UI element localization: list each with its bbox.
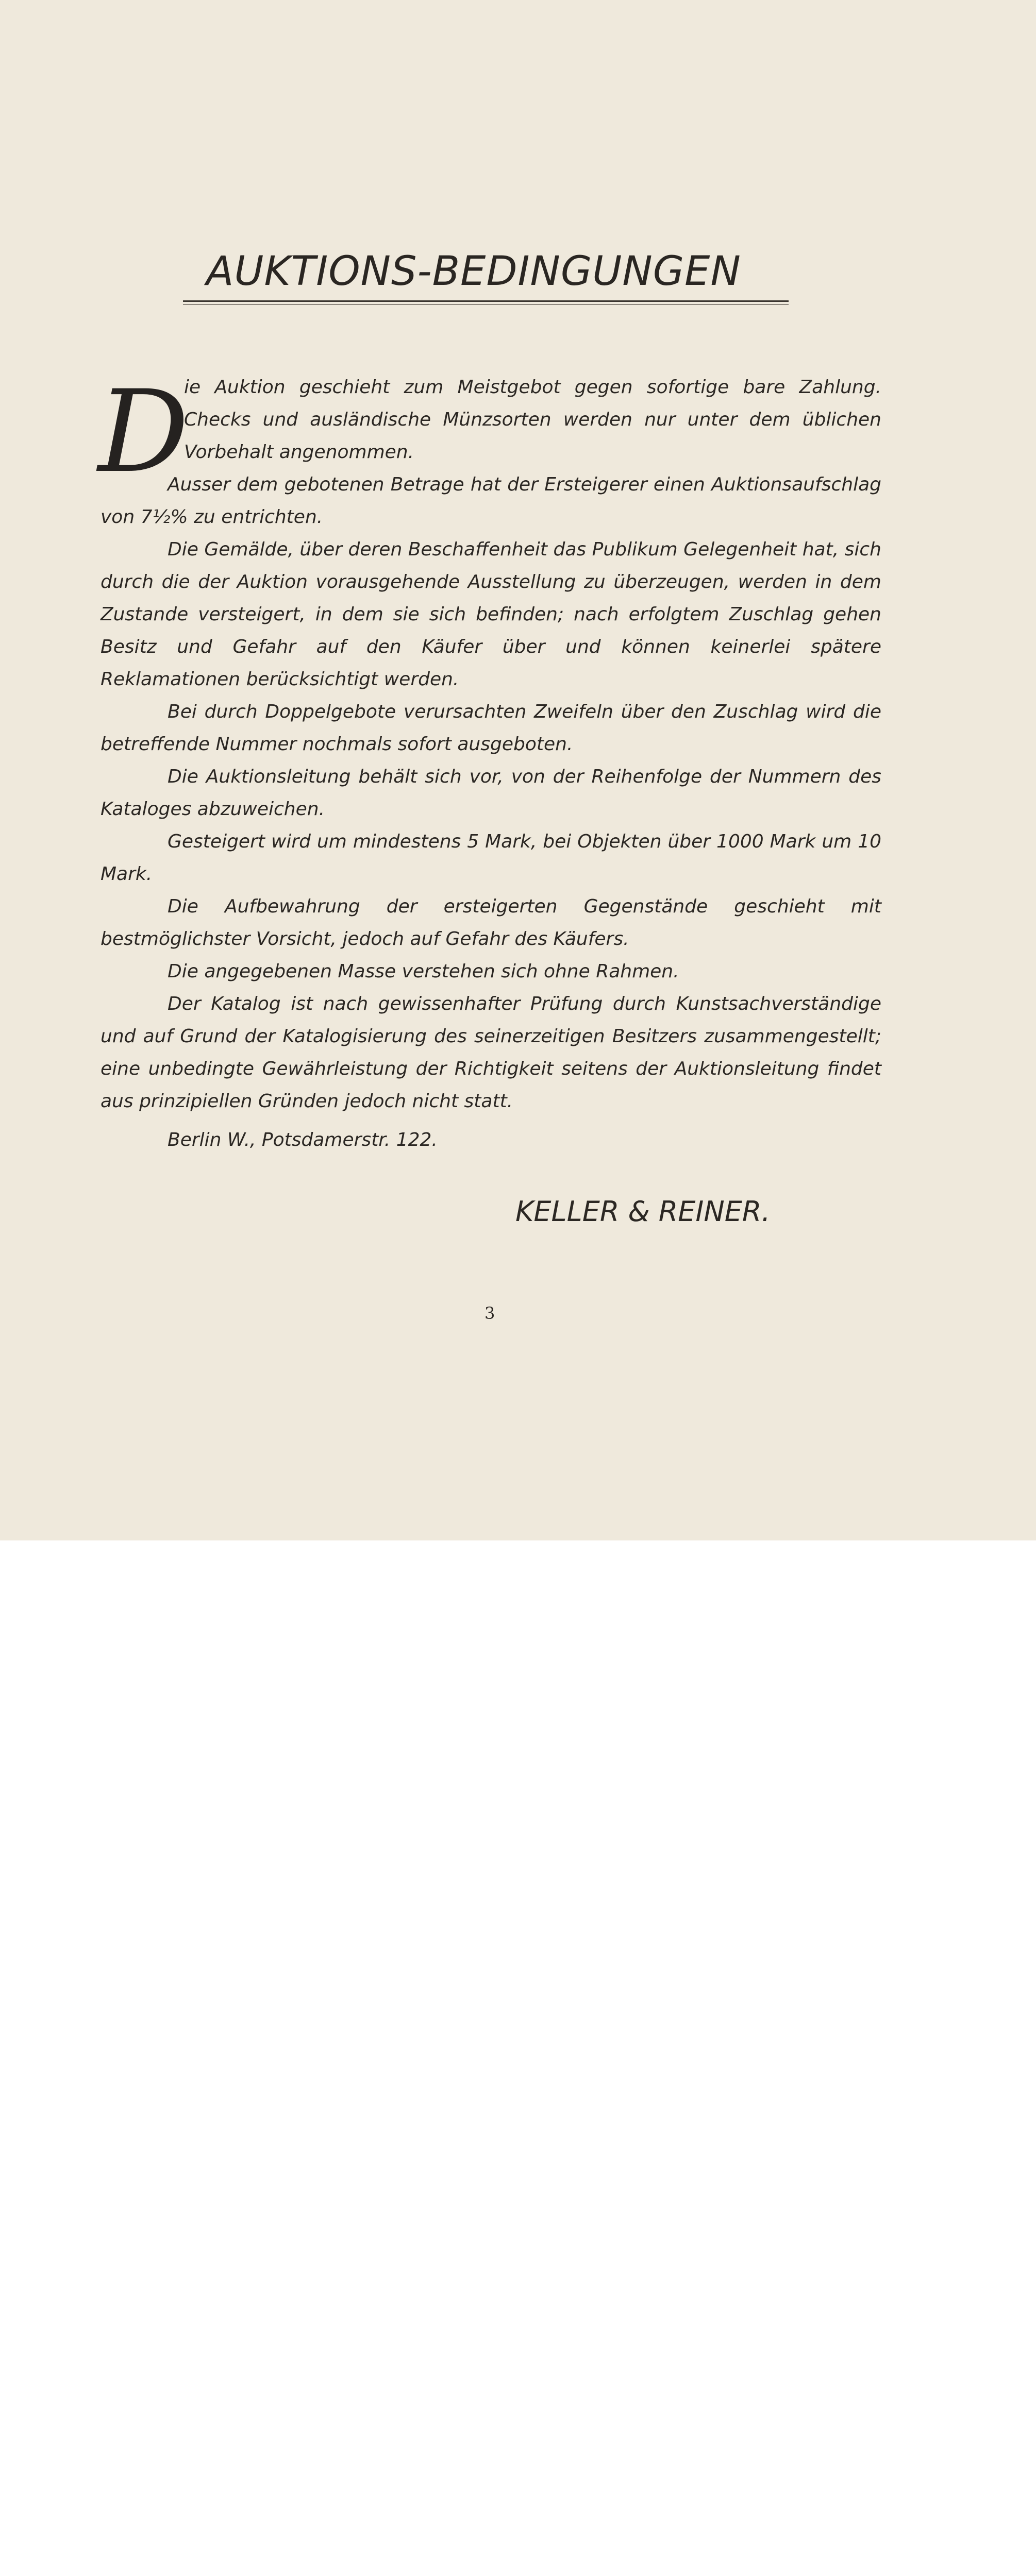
drop-cap: D [98, 366, 189, 498]
paragraph: Ausser dem gebotenen Betrage hat der Ersteigerer einen Auktionsaufschlag von 7½% zu entrichten. [101, 474, 881, 528]
page-number: 3 [484, 1303, 495, 1323]
paragraph: Der Katalog ist nach gewissenhafter Prüfung durch Kunstsachverständige und auf Grund der Katalogisierung des seinerzeitigen Besitzers zusammengestellt; eine unbedingte Gewährleistung der Richtigkeit seitens der Auktionsleitung findet aus prinzipiellen Gründen jedoch nicht statt. [101, 993, 881, 1112]
footer-bar [0, 1540, 1036, 1615]
paragraph: Die Gemälde, über deren Beschaffenheit das Publikum Gelegenheit hat, sich durch die der Auktion vorausgehende Ausstellung zu überzeugen, werden in dem Zustande versteigert, in dem sie sich befinden; nach erfolgtem Zuschlag gehen Besitz und Gefahr auf den Käufer über und können keinerlei spätere Reklamationen berücksichtigt werden. [101, 539, 881, 690]
title-rule [183, 300, 789, 302]
paragraph: Die angegebenen Masse verstehen sich ohne Rahmen. [168, 961, 679, 982]
title-rule-thin [183, 304, 789, 305]
page-title: AUKTIONS-BEDINGUNGEN [206, 248, 741, 295]
address-line: Berlin W., Potsdamerstr. 122. [168, 1129, 438, 1150]
body-text [101, 371, 881, 1156]
paragraph: Bei durch Doppelgebote verursachten Zweifeln über den Zuschlag wird die betreffende Nummer nochmals sofort ausgeboten. [101, 701, 881, 755]
signature: KELLER & REINER. [515, 1195, 771, 1228]
paragraph: ie Auktion geschieht zum Meistgebot gegen sofortige bare Zahlung. Checks und ausländische Münzsorten werden nur unter dem üblichen Vorbehalt angenommen. [184, 377, 881, 463]
paragraph: Gesteigert wird um mindestens 5 Mark, bei Objekten über 1000 Mark um 10 Mark. [101, 831, 881, 885]
paragraph: Die Auktionsleitung behält sich vor, von der Reihenfolge der Nummern des Kataloges abzuweichen. [101, 766, 881, 820]
paragraph: Die Aufbewahrung der ersteigerten Gegenstände geschieht mit bestmöglichster Vorsicht, jedoch auf Gefahr des Käufers. [101, 896, 881, 950]
